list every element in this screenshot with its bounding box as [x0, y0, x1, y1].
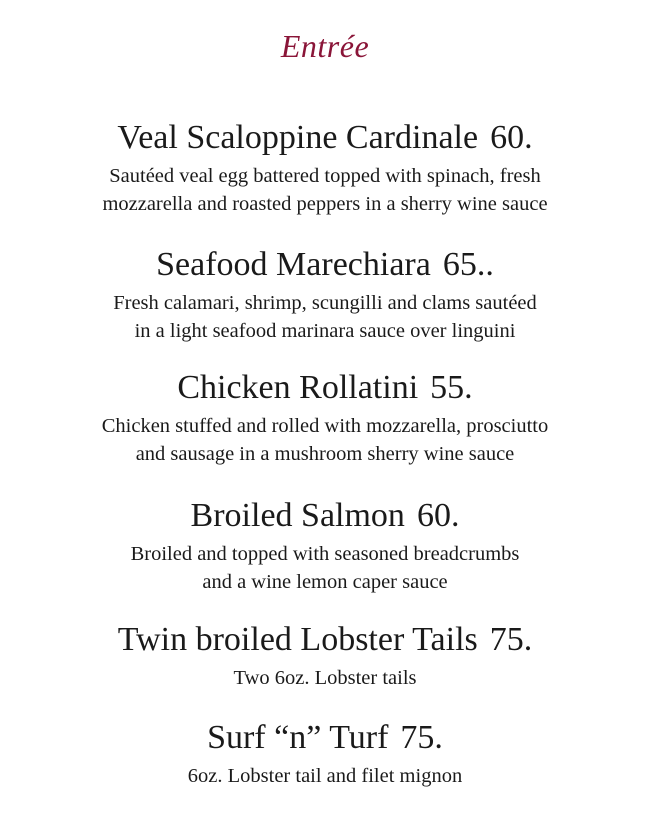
item-heading	[0, 245, 650, 285]
item-description-line: Chicken stuffed and rolled with mozzarella, prosciutto	[101, 415, 549, 437]
item-heading	[0, 368, 650, 408]
item-description	[0, 540, 650, 596]
item-description-line: mozzarella and roasted peppers in a sherry wine sauce	[102, 193, 548, 215]
item-description-line: Fresh calamari, shrimp, scungilli and clams sautéed	[113, 292, 537, 314]
item-price: 60.	[490, 119, 533, 156]
menu-item	[0, 496, 650, 596]
item-description	[0, 762, 650, 790]
item-name: Chicken Rollatini	[177, 369, 419, 406]
item-description-line: Sautéed veal egg battered topped with spinach, fresh	[109, 165, 541, 187]
item-description	[0, 664, 650, 692]
item-name: Broiled Salmon	[190, 497, 405, 534]
item-description-line: 6oz. Lobster tail and filet mignon	[187, 765, 463, 787]
item-description	[0, 412, 650, 468]
item-heading	[0, 620, 650, 660]
item-description	[0, 162, 650, 218]
item-description	[0, 289, 650, 345]
menu-item	[0, 620, 650, 692]
item-name: Veal Scaloppine Cardinale	[117, 119, 479, 156]
item-description-line: Two 6oz. Lobster tails	[233, 667, 417, 689]
item-price: 75.	[489, 621, 533, 658]
item-price: 60.	[416, 497, 460, 534]
item-name: Surf “n” Turf	[207, 719, 389, 756]
item-heading	[0, 718, 650, 758]
item-description-line: and a wine lemon caper sauce	[202, 571, 448, 593]
item-name: Seafood Marechiara	[156, 246, 431, 283]
item-price: 65..	[442, 246, 494, 283]
section-title: Entrée	[280, 28, 370, 64]
item-description-line: Broiled and topped with seasoned breadcrumbs	[130, 543, 520, 565]
item-price: 55.	[430, 369, 473, 406]
item-heading	[0, 118, 650, 158]
menu-item	[0, 718, 650, 790]
menu-item	[0, 118, 650, 218]
item-heading	[0, 496, 650, 536]
item-name: Twin broiled Lobster Tails	[117, 621, 478, 658]
item-description-line: in a light seafood marinara sauce over linguini	[134, 320, 516, 342]
menu-item	[0, 245, 650, 345]
menu-item	[0, 368, 650, 468]
item-price: 75.	[400, 719, 443, 756]
item-description-line: and sausage in a mushroom sherry wine sauce	[135, 443, 515, 465]
